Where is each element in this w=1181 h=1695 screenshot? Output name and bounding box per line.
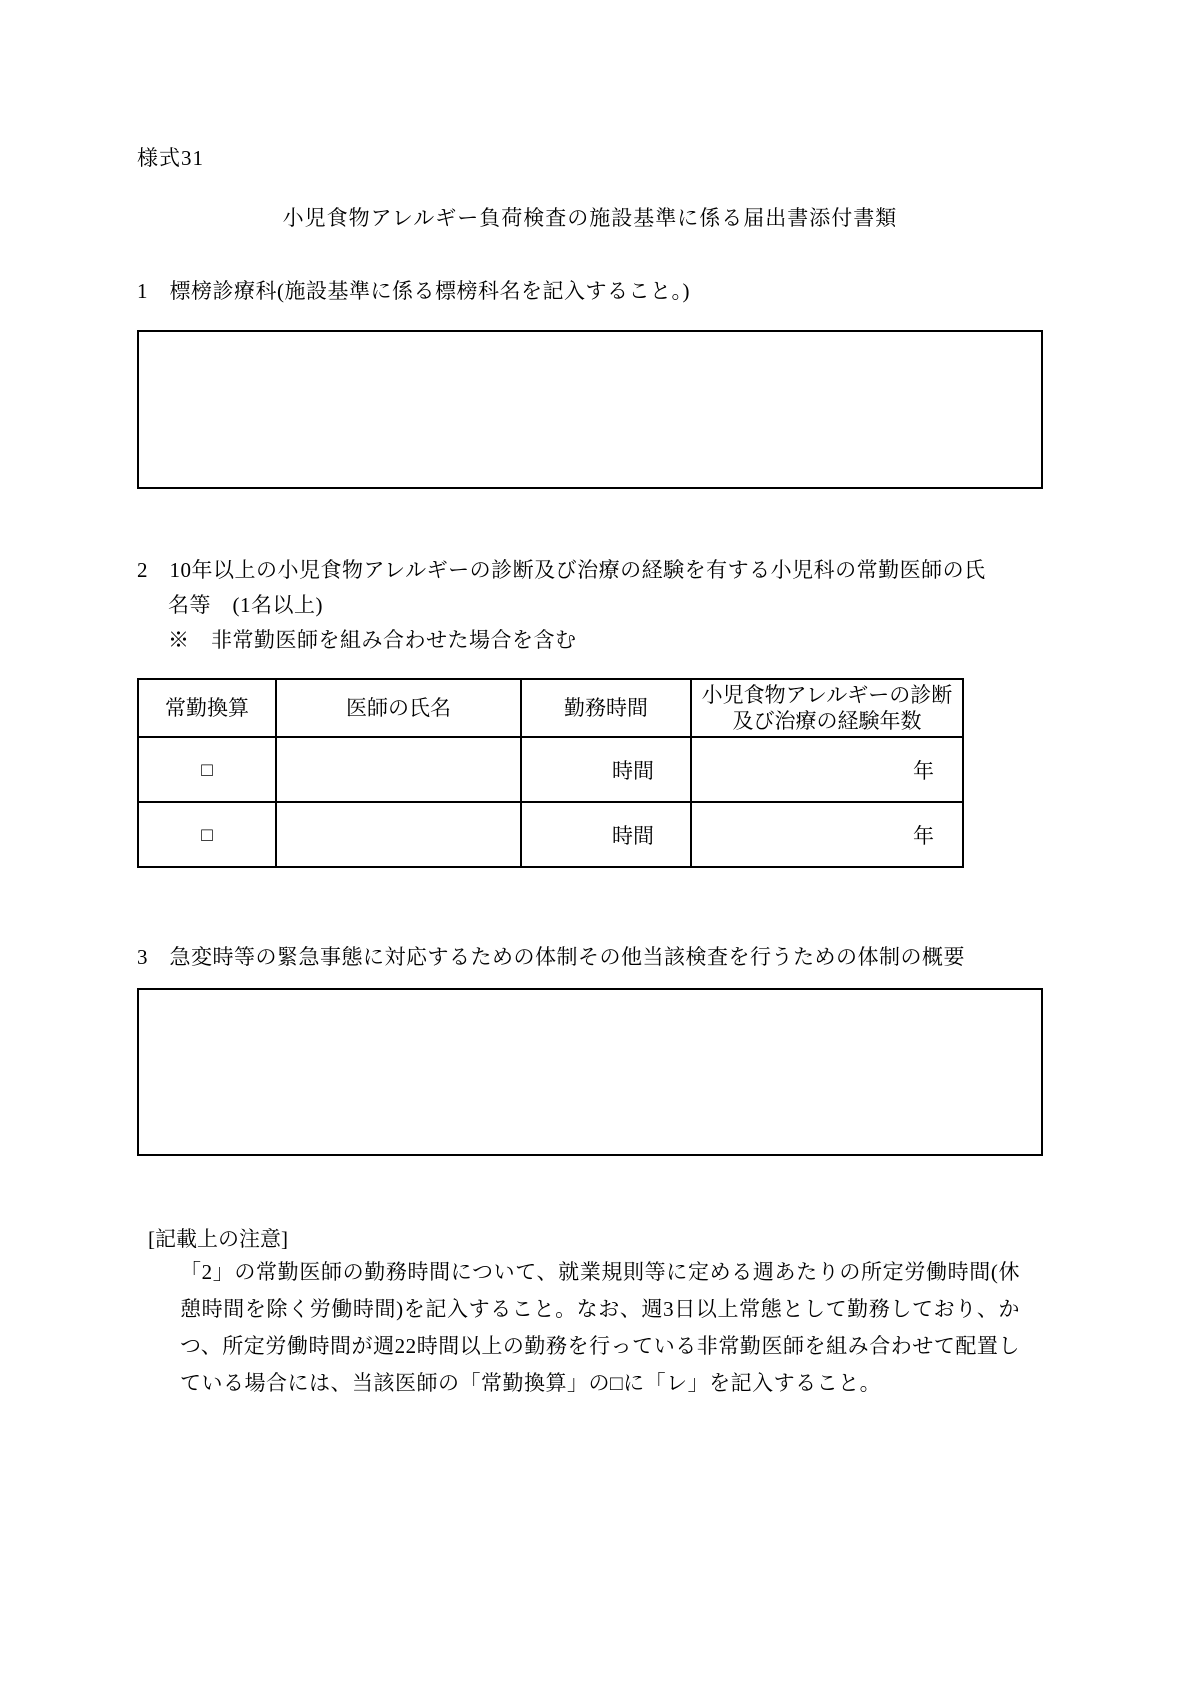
col-header-experience-line2: 及び治療の経験年数	[732, 709, 922, 733]
years-unit-label-1: 年	[913, 758, 934, 783]
section1-heading: 1 標榜診療科(施設基準に係る標榜科名を記入すること。)	[137, 279, 690, 303]
col-header-experience-years	[691, 679, 963, 737]
experience-years-cell-1[interactable]	[691, 737, 963, 802]
working-hours-cell-2[interactable]	[521, 802, 691, 867]
col-header-fulltime-conversion: 常勤換算	[138, 679, 276, 737]
fulltime-checkbox-1[interactable]: □	[201, 760, 213, 781]
notes-body: 「2」の常勤医師の勤務時間について、就業規則等に定める週あたりの所定労働時間(休憩時間を除く労働時間)を記入すること。なお、週3日以上常態として勤務しており、かつ、所定労働時間が週22時間以上の勤務を行っている非常勤医師を組み合わせて配置している場合には、当該医師の「常勤換算」の□に「レ」を記入すること。	[180, 1260, 1020, 1395]
section3-input-box[interactable]	[137, 988, 1043, 1156]
physicians-table	[137, 678, 964, 868]
doctor-row-1	[138, 737, 963, 802]
section3-heading: 3 急変時等の緊急事態に対応するための体制その他当該検査を行うための体制の概要	[137, 945, 965, 969]
form-number: 様式31	[137, 146, 204, 170]
doctor-name-cell-2[interactable]	[276, 802, 521, 867]
fulltime-checkbox-2[interactable]: □	[201, 825, 213, 846]
fulltime-checkbox-cell-2[interactable]	[138, 802, 276, 867]
section2-heading-line2: 名等 (1名以上)	[168, 593, 323, 617]
col-header-doctor-name: 医師の氏名	[276, 679, 521, 737]
col-header-experience-line1: 小児食物アレルギーの診断	[701, 683, 953, 707]
doctor-row-2	[138, 802, 963, 867]
working-hours-cell-1[interactable]	[521, 737, 691, 802]
table-header-row	[138, 679, 963, 737]
col-header-working-hours: 勤務時間	[521, 679, 691, 737]
section1-input-box[interactable]	[137, 330, 1043, 489]
hours-unit-label-1: 時間	[612, 758, 654, 783]
years-unit-label-2: 年	[913, 823, 934, 848]
fulltime-checkbox-cell-1[interactable]	[138, 737, 276, 802]
notes-title: [記載上の注意]	[148, 1227, 288, 1251]
section2-heading-line1: 2 10年以上の小児食物アレルギーの診断及び治療の経験を有する小児科の常勤医師の氏	[137, 558, 986, 582]
page-title: 小児食物アレルギー負荷検査の施設基準に係る届出書添付書類	[282, 206, 898, 230]
doctor-name-cell-1[interactable]	[276, 737, 521, 802]
section2-note: ※ 非常勤医師を組み合わせた場合を含む	[168, 628, 577, 652]
hours-unit-label-2: 時間	[612, 823, 654, 848]
experience-years-cell-2[interactable]	[691, 802, 963, 867]
